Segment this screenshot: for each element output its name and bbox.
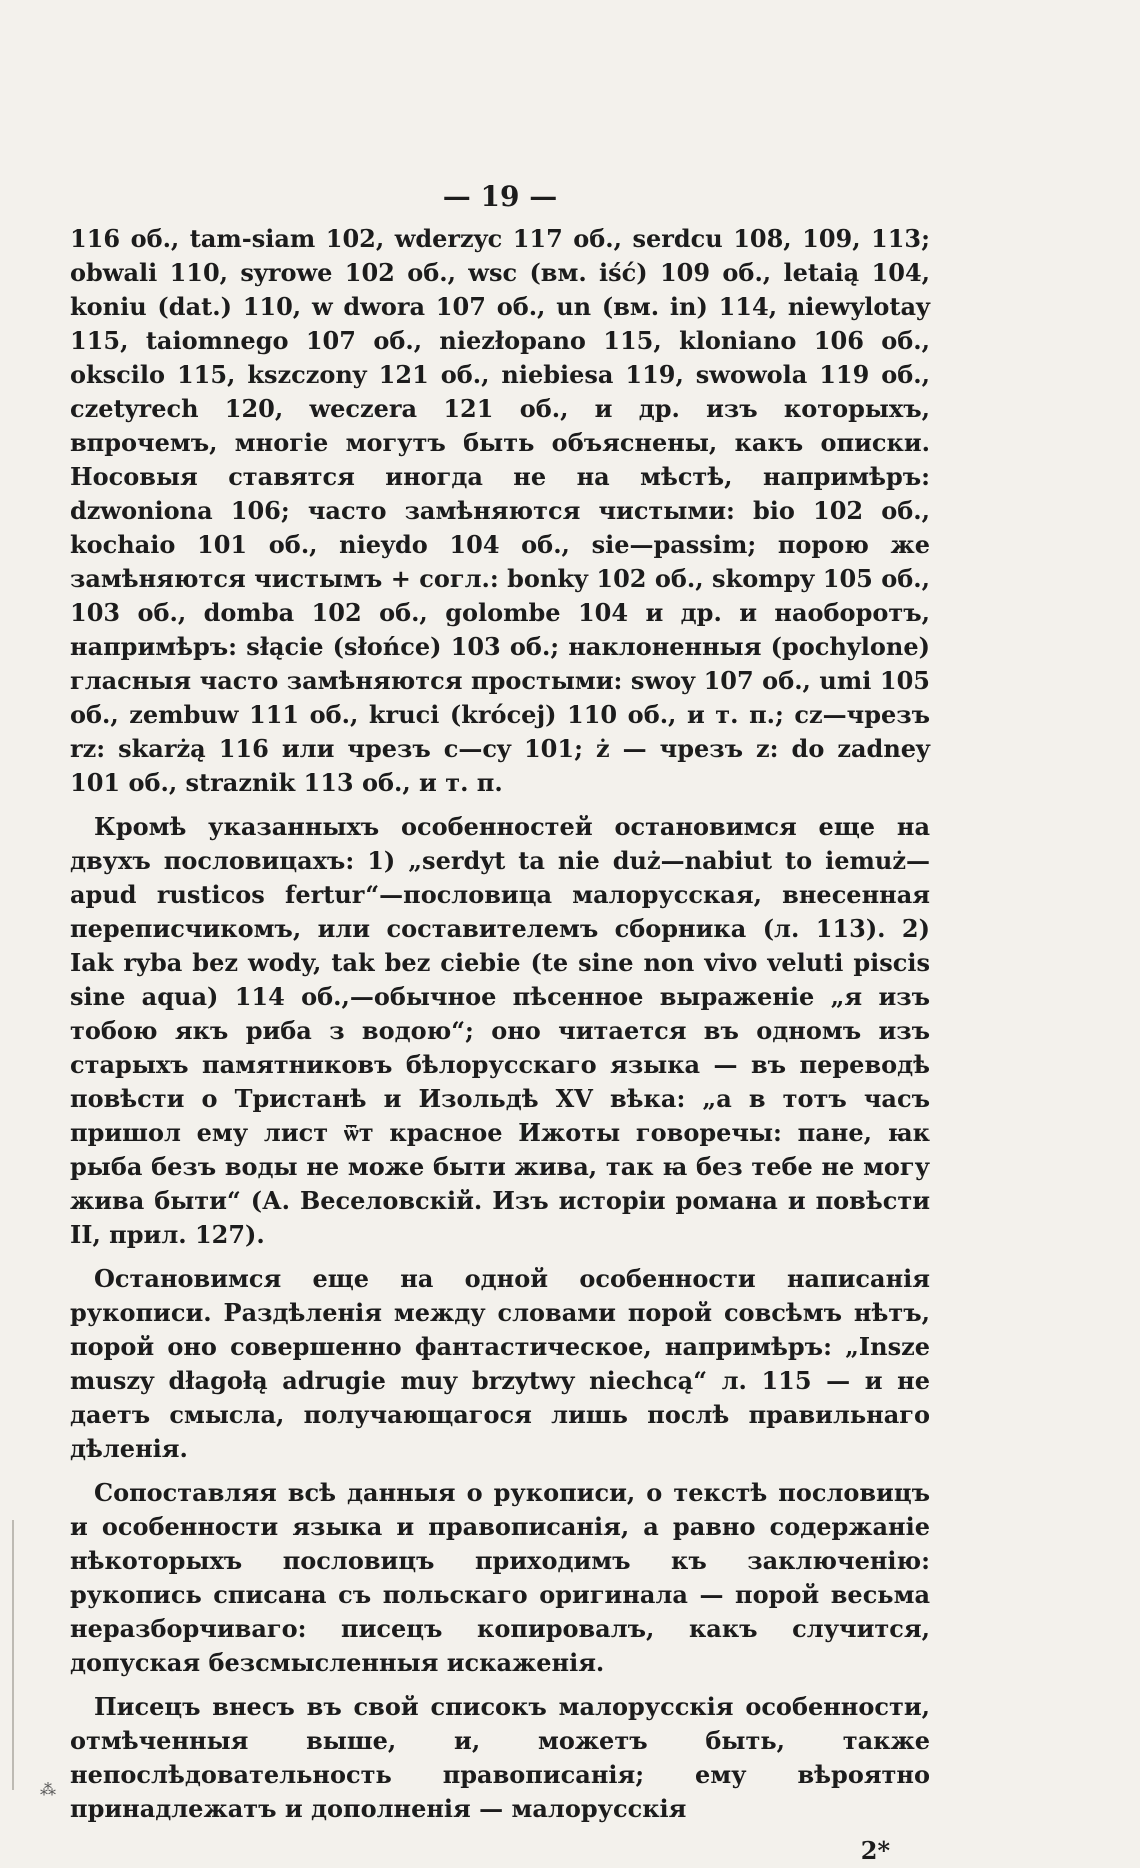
paragraph-2: Кромѣ указанныхъ особенностей остановимся еще на двухъ пословицахъ: 1) „serdyt ta nie duż—nabiut to iemuż—apud rusticos fertur“—пословица малорусская, внесенная переписчикомъ, или составителемъ сборника (л. 113). 2) Iak ryba bez wody, tak bez ciebie (te sine non vivo veluti piscis sine aqua) 114 об.,—обычное пѣсенное выраженіе „я изъ тобою якъ риба з водою“; оно читается въ одномъ изъ старыхъ памятниковъ бѣлорусскаго языка — въ переводѣ повѣсти о Тристанѣ и Изольдѣ XV вѣка: „а в тотъ часъ пришол ему лист ѿт красное Ижоты говоречы: пане, ꙗк рыба безъ воды не може быти жива, так ꙗ без тебе не могу жива быти“ (А. Веселовскій. Изъ исторіи романа и повѣсти II, прил. 127). xyxy=(70,812,930,1249)
signature-mark: 2* xyxy=(860,1836,890,1865)
paragraph-4: Сопоставляя всѣ данныя о рукописи, о текстѣ пословицъ и особенности языка и правописанія, а равно содержаніе нѣкоторыхъ пословицъ приходимъ къ заключенію: рукопись списана съ польскаго оригинала — порой весьма неразборчиваго: писецъ копировалъ, какъ случится, допуская безсмысленныя искаженія. xyxy=(70,1478,930,1677)
page-number: — 19 — xyxy=(442,180,558,213)
bottom-corner-mark: ⁂ xyxy=(40,1780,56,1799)
paragraph-1: 116 об., tam-siam 102, wderzyc 117 об., serdcu 108, 109, 113; obwali 110, syrowe 102 об., wsc (вм. iść) 109 об., letaią 104, koniu (dat.) 110, w dwora 107 об., un (вм. in) 114, niewylotay 115, taiomnego 107 об., niezłopano 115, kloniano 106 об., okscilo 115, kszczony 121 об., niebiesa 119, swowola 119 об., czetyrech 120, weczera 121 об., и др. изъ которыхъ, впрочемъ, многіе могутъ быть объяснены, какъ описки. Носовыя ставятся иногда не на мѣстѣ, напримѣръ: dzwoniona 106; часто замѣняются чистыми: bio 102 об., kochaio 101 об., nieydo 104 об., sie—passim; порою же замѣняются чистымъ + согл.: bonky 102 об., skompy 105 об., 103 об., domba 102 об., golombe 104 и др. и наоборотъ, напримѣръ: słącie (słońce) 103 об.; наклоненныя (pochylone) гласныя часто замѣняются простыми: swoy 107 об., umi 105 об., zembuw 111 об., kruci (krócej) 110 об., и т. п.; cz—чрезъ rz: skarżą 116 или чрезъ c—cy 101; ż — чрезъ z: do zadney 101 об., straznik 113 об., и т. п. xyxy=(70,224,930,797)
margin-rule xyxy=(12,1520,14,1790)
document-page xyxy=(70,180,930,1868)
paragraph-3: Остановимся еще на одной особенности написанія рукописи. Раздѣленія между словами порой совсѣмъ нѣтъ, порой оно совершенно фантастическое, напримѣръ: „Insze muszy dłagołą adrugie muy brzytwy niechcą“ л. 115 — и не даетъ смысла, получающагося лишь послѣ правильнаго дѣленія. xyxy=(70,1264,930,1463)
paragraph-5: Писецъ внесъ въ свой списокъ малорусскія особенности, отмѣченныя выше, и, можетъ быть, также непослѣдовательность правописанія; ему вѣроятно принадлежатъ и дополненія — малорусскія xyxy=(70,1692,930,1823)
